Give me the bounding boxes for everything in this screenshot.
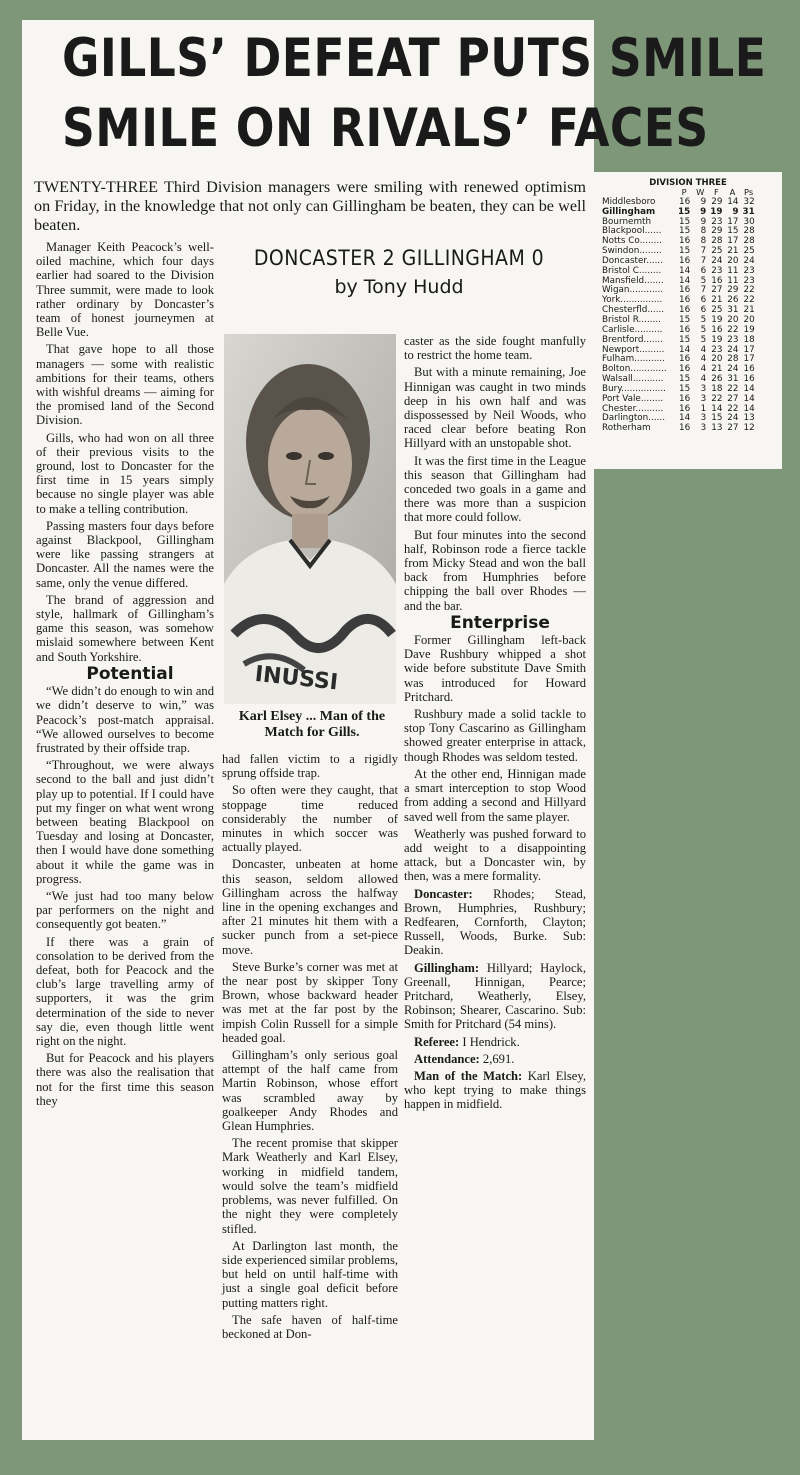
stat-cell: 16 [679, 196, 691, 207]
stat-cell: 15 [711, 413, 723, 424]
paragraph: “We didn’t do enough to win and we didn’t deserve to win,” was Peacock’s post-match appraisal. “We allowed ourselves to become frustrated by their offside trap. [36, 684, 214, 755]
referee-value: I Hendrick. [462, 1034, 520, 1049]
paragraph: “Throughout, we were always second to the ball and just didn’t play up to potential. If I could have put my finger on what went wrong between beating Blackpool on Tuesday and losing at Doncaster, then I would have done something about it while the game was in progress. [36, 758, 214, 886]
league-table [600, 188, 757, 434]
stat-cell: 18 [711, 383, 723, 394]
stat-cell: 27 [711, 285, 723, 296]
header-cell: F [713, 187, 719, 197]
svg-text:INUSSI: INUSSI [253, 661, 340, 696]
stat-cell: 25 [711, 305, 723, 316]
stat-cell: 32 [743, 196, 755, 207]
stat-cell: 6 [700, 265, 707, 276]
stat-cell: 26 [727, 295, 739, 306]
stat-cell: 16 [679, 393, 691, 404]
stat-cell: 23 [743, 275, 755, 286]
stat-cell: 24 [727, 364, 739, 375]
stat-cell: 3 [700, 423, 707, 434]
league-table-row [600, 424, 757, 434]
stat-cell: 25 [711, 246, 723, 257]
subheading-potential: Potential [86, 663, 174, 684]
paragraph: At the other end, Hinnigan made a smart interception to stop Wood from adding a second and Hillyard saved well from the same player. [404, 766, 586, 824]
team-name-cell: Swindon........ [602, 246, 662, 257]
stat-cell: 28 [743, 226, 755, 237]
stat-cell: 29 [711, 196, 723, 207]
stat-cell: 14 [727, 196, 739, 207]
stat-cell: 5 [700, 314, 707, 325]
paragraph: It was the first time in the League this season that Gillingham had conceded two goals in a game and there was more than a suspicion that more could follow. [404, 453, 586, 525]
stat-cell: 19 [711, 314, 723, 325]
paragraph: Former Gillingham left-back Dave Rushbury whipped a shot wide before substitute Dave Smith was introduced for Howard Pritchard. [404, 633, 586, 704]
stat-cell: 15 [679, 383, 691, 394]
stat-cell: 26 [711, 374, 723, 385]
league-table-body [600, 198, 757, 434]
stat-cell: 15 [679, 226, 691, 237]
paragraph: But four minutes into the second half, Robinson rode a fierce tackle from Micky Stead and won the ball back from Humphries before chipping the ball over Rhodes — and the bar. [404, 527, 586, 613]
stat-cell: 22 [727, 324, 739, 335]
photo-caption: Karl Elsey ... Man of the Match for Gills. [238, 709, 386, 740]
team-doncaster [404, 887, 586, 958]
stat-cell: 19 [711, 334, 723, 345]
player-photo-image [224, 334, 396, 704]
stat-cell: 14 [679, 344, 691, 355]
stat-cell: 12 [743, 423, 755, 434]
stat-cell: 14 [679, 413, 691, 424]
stat-cell: 1 [700, 403, 707, 414]
stat-cell: 14 [679, 275, 691, 286]
paragraph: caster as the side fought manfully to restrict the home team. [404, 334, 586, 363]
paragraph: So often were they caught, that stoppage time reduced considerably the number of minutes in which soccer was actually played. [222, 783, 398, 855]
stat-cell: 13 [711, 423, 723, 434]
stat-cell: 28 [743, 236, 755, 247]
stat-cell: 24 [743, 255, 755, 266]
motm-value: Karl Elsey, who kept trying to make things happen in midfield. [404, 1068, 587, 1112]
team-name-cell: Gillingham [602, 206, 656, 217]
man-of-the-match [404, 1069, 586, 1112]
paragraph: Manager Keith Peacock’s well-oiled machine, which four days earlier had soared to the Division Three summit, were made to look rather ordinary by Doncaster’s team of honest journeymen at Belle Vue. [36, 240, 214, 340]
stat-cell: 22 [711, 393, 723, 404]
attendance-value: 2,691. [482, 1051, 515, 1066]
stat-cell: 31 [727, 374, 739, 385]
stat-cell: 23 [743, 265, 755, 276]
team-name-cell: Bury................ [602, 383, 666, 394]
stat-cell: 21 [727, 246, 739, 257]
stat-cell: 3 [700, 383, 707, 394]
stat-cell: 22 [743, 285, 755, 296]
stat-cell: 19 [710, 206, 723, 217]
stat-cell: 15 [678, 206, 691, 217]
stat-cell: 31 [727, 305, 739, 316]
motm-label: Man of the Match: [414, 1068, 523, 1083]
team-name-cell: Wigan............ [602, 285, 664, 296]
stat-cell: 16 [711, 324, 723, 335]
stat-cell: 7 [700, 285, 707, 296]
attendance-label: Attendance: [414, 1051, 480, 1066]
stat-cell: 24 [711, 255, 723, 266]
stat-cell: 17 [727, 236, 739, 247]
paragraph: Passing masters four days before against Blackpool, Gillingham were like passing strangers at Doncaster. All the names were the same, only the venue differed. [36, 518, 214, 590]
stat-cell: 23 [711, 344, 723, 355]
paragraph: The recent promise that skipper Mark Weatherly and Karl Elsey, working in midfield tandem, would solve the team’s midfield problems, was never fulfilled. On the night they were completely stifled. [222, 1136, 398, 1236]
stat-cell: 3 [700, 413, 707, 424]
stat-cell: 6 [700, 295, 707, 306]
team-name-cell: Carlisle.......... [602, 324, 663, 335]
stat-cell: 9 [700, 206, 707, 217]
team-name-cell: Chester.......... [602, 403, 664, 414]
stat-cell: 8 [700, 236, 707, 247]
stat-cell: 15 [679, 246, 691, 257]
stat-cell: 11 [727, 275, 739, 286]
paragraph: Rushbury made a solid tackle to stop Tony Cascarino as Gillingham showed greater enterprise in attack, though Rhodes was seldom tested. [404, 707, 586, 764]
stat-cell: 15 [679, 314, 691, 325]
stat-cell: 16 [743, 364, 755, 375]
team-name-cell: Middlesboro [602, 196, 656, 207]
stat-cell: 31 [742, 206, 755, 217]
team-label: Gillingham: [414, 960, 480, 975]
stat-cell: 29 [727, 285, 739, 296]
paragraph: The brand of aggression and style, hallmark of Gillingham’s game this season, was somehow mislaid somewhere between Kent and South Yorkshire. [36, 592, 214, 664]
stat-cell: 17 [743, 344, 755, 355]
stat-cell: 22 [743, 295, 755, 306]
stat-cell: 25 [743, 246, 755, 257]
headline-line-2: SMILE ON RIVALS’ FACES [62, 98, 709, 159]
stat-cell: 17 [743, 354, 755, 365]
stat-cell: 16 [679, 324, 691, 335]
team-name-cell: York............... [602, 295, 663, 306]
stat-cell: 23 [711, 265, 723, 276]
stat-cell: 16 [743, 374, 755, 385]
article-column-1 [36, 240, 214, 1111]
header-cell: Ps [744, 187, 754, 197]
team-name-cell: Bristol R........ [602, 314, 661, 325]
stat-cell: 19 [743, 324, 755, 335]
stat-cell: 9 [700, 216, 707, 227]
team-name-cell: Darlington...... [602, 413, 666, 424]
team-name-cell: Port Vale........ [602, 393, 664, 404]
stat-cell: 16 [679, 295, 691, 306]
paragraph: But with a minute remaining, Joe Hinnigan was caught in two minds deep in his own half and was dispossessed by Neil Woods, who raced clear before beating Ron Hillyard with an unstopable shot. [404, 365, 586, 451]
stat-cell: 16 [679, 305, 691, 316]
stat-cell: 11 [727, 265, 739, 276]
subheading-enterprise: Enterprise [450, 612, 550, 633]
stat-cell: 9 [700, 196, 707, 207]
stat-cell: 24 [727, 344, 739, 355]
paragraph: “We just had too many below par performers on the night and consequently got beaten.” [36, 888, 214, 932]
team-name-cell: Fulham........... [602, 354, 665, 365]
team-lineup: Rhodes; Stead, Brown, Humphries, Rushbury; Redfearen, Cornforth, Clayton; Russell, Woods, Burke. Sub: Deakin. [404, 886, 586, 958]
team-lineup: Hillyard; Haylock, Greenall, Hinnigan, Pearce; Pritchard, Weatherly, Elsey, Robinson; Shearer, Cascarino. Sub: Smith for Pritchard (54 mins). [404, 960, 586, 1032]
paragraph: The safe haven of half-time beckoned at Don- [222, 1312, 398, 1341]
team-name-cell: Newport......... [602, 344, 665, 355]
team-name-cell: Bolton............. [602, 364, 667, 375]
header-cell: P [681, 187, 687, 197]
stat-cell: 16 [679, 403, 691, 414]
stat-cell: 16 [711, 275, 723, 286]
stat-cell: 15 [679, 374, 691, 385]
referee [404, 1035, 586, 1049]
article-column-2 [222, 752, 398, 1344]
stat-cell: 14 [743, 403, 755, 414]
stat-cell: 27 [727, 393, 739, 404]
stat-cell: 21 [743, 305, 755, 316]
team-gillingham [404, 961, 586, 1032]
paragraph: Gills, who had won on all three of their previous visits to the ground, lost to Doncaster for the first time in 15 years simply because no single player was able to make a telling contribution. [36, 430, 214, 516]
stat-cell: 17 [727, 216, 739, 227]
paragraph: But for Peacock and his players there was also the realisation that not for the first time this season they [36, 1051, 214, 1108]
stat-cell: 15 [679, 216, 691, 227]
intro-paragraph: TWENTY-THREE Third Division managers were smiling with renewed optimism on Friday, in the knowledge that not only can Gillingham be beaten, they can be well beaten. [34, 178, 586, 234]
stat-cell: 4 [700, 364, 707, 375]
stat-cell: 8 [700, 226, 707, 237]
paragraph: That gave hope to all those managers — some with realistic ambitions for their teams, others with wishful dreams — aiming for the promised land of the Second Division. [36, 342, 214, 428]
stat-cell: 20 [727, 255, 739, 266]
stat-cell: 9 [732, 206, 739, 217]
stat-cell: 22 [727, 383, 739, 394]
stat-cell: 16 [679, 285, 691, 296]
stat-cell: 15 [679, 334, 691, 345]
headline-line-1: GILLS’ DEFEAT PUTS SMILE [62, 28, 767, 89]
paragraph: Doncaster, unbeaten at home this season, seldom allowed Gillingham across the halfway line in the opening exchanges and after 21 minutes hit them with a sucker punch from a set-piece move. [222, 857, 398, 957]
stat-cell: 14 [743, 393, 755, 404]
league-table-title: DIVISION THREE [649, 178, 727, 188]
stat-cell: 3 [700, 393, 707, 404]
team-name-cell: Bristol C........ [602, 265, 662, 276]
team-name-cell: Doncaster...... [602, 255, 663, 266]
stat-cell: 29 [711, 226, 723, 237]
stat-cell: 22 [727, 403, 739, 414]
stat-cell: 20 [743, 314, 755, 325]
paragraph: Weatherly was pushed forward to add weight to a disappointing attack, but a Doncaster win, by then, was a mere formality. [404, 826, 586, 884]
league-table-clipping [594, 172, 782, 469]
stat-cell: 21 [711, 364, 723, 375]
stat-cell: 14 [679, 265, 691, 276]
team-name-cell: Blackpool...... [602, 226, 662, 237]
stat-cell: 4 [700, 374, 707, 385]
stat-cell: 23 [711, 216, 723, 227]
attendance [404, 1052, 586, 1066]
team-name-cell: Bournemth [602, 216, 652, 227]
header-cell: A [729, 187, 736, 197]
stat-cell: 21 [711, 295, 723, 306]
stat-cell: 23 [727, 334, 739, 345]
stat-cell: 20 [711, 354, 723, 365]
team-name-cell: Mansfield....... [602, 275, 664, 286]
team-name-cell: Notts Co........ [602, 236, 662, 247]
stat-cell: 7 [700, 246, 707, 257]
stat-cell: 16 [679, 423, 691, 434]
byline: by Tony Hudd [334, 276, 464, 298]
match-title: DONCASTER 2 GILLINGHAM 0 [253, 246, 545, 270]
team-name-cell: Rotherham [602, 423, 651, 434]
stat-cell: 15 [727, 226, 739, 237]
stat-cell: 16 [679, 255, 691, 266]
stat-cell: 30 [743, 216, 755, 227]
paragraph: Steve Burke’s corner was met at the near post by skipper Tony Brown, whose backward header was met at the far post by the impish Colin Russell for a simple headed goal. [222, 959, 398, 1045]
paragraph: At Darlington last month, the side experienced similar problems, but held on until half-time with just a single goal deficit before putting matters right. [222, 1238, 398, 1310]
stat-cell: 24 [727, 413, 739, 424]
team-name-cell: Brentford....... [602, 334, 663, 345]
paragraph: If there was a grain of consolation to be derived from the defeat, both for Peacock and the club’s large travelling army of supporters, it was the grim determination of the side to never say die, even though little went right on the night. [36, 934, 214, 1048]
stat-cell: 4 [700, 354, 707, 365]
stat-cell: 14 [711, 403, 723, 414]
stat-cell: 18 [743, 334, 755, 345]
stat-cell: 13 [743, 413, 755, 424]
stat-cell: 14 [743, 383, 755, 394]
header-cell: W [696, 187, 705, 197]
stat-cell: 16 [679, 364, 691, 375]
stat-cell: 6 [700, 305, 707, 316]
stat-cell: 27 [727, 423, 739, 434]
match-header [224, 246, 574, 298]
stat-cell: 7 [700, 255, 707, 266]
referee-label: Referee: [414, 1034, 460, 1049]
stat-cell: 5 [700, 334, 707, 345]
player-photo [224, 334, 396, 704]
stat-cell: 16 [679, 354, 691, 365]
team-label: Doncaster: [414, 886, 473, 901]
stat-cell: 28 [727, 354, 739, 365]
stat-cell: 20 [727, 314, 739, 325]
stat-cell: 5 [700, 324, 707, 335]
stat-cell: 5 [700, 275, 707, 286]
paragraph: had fallen victim to a rigidly sprung offside trap. [222, 752, 398, 781]
article-column-3 [404, 334, 586, 1115]
team-name-cell: Walsall........... [602, 374, 664, 385]
stat-cell: 28 [711, 236, 723, 247]
paragraph: Gillingham’s only serious goal attempt of the half came from Martin Robinson, whose effort was scrambled away by goalkeeper Andy Rhodes and Glean Humphries. [222, 1048, 398, 1134]
team-name-cell: Chesterfld...... [602, 305, 665, 316]
stat-cell: 16 [679, 236, 691, 247]
stat-cell: 4 [700, 344, 707, 355]
